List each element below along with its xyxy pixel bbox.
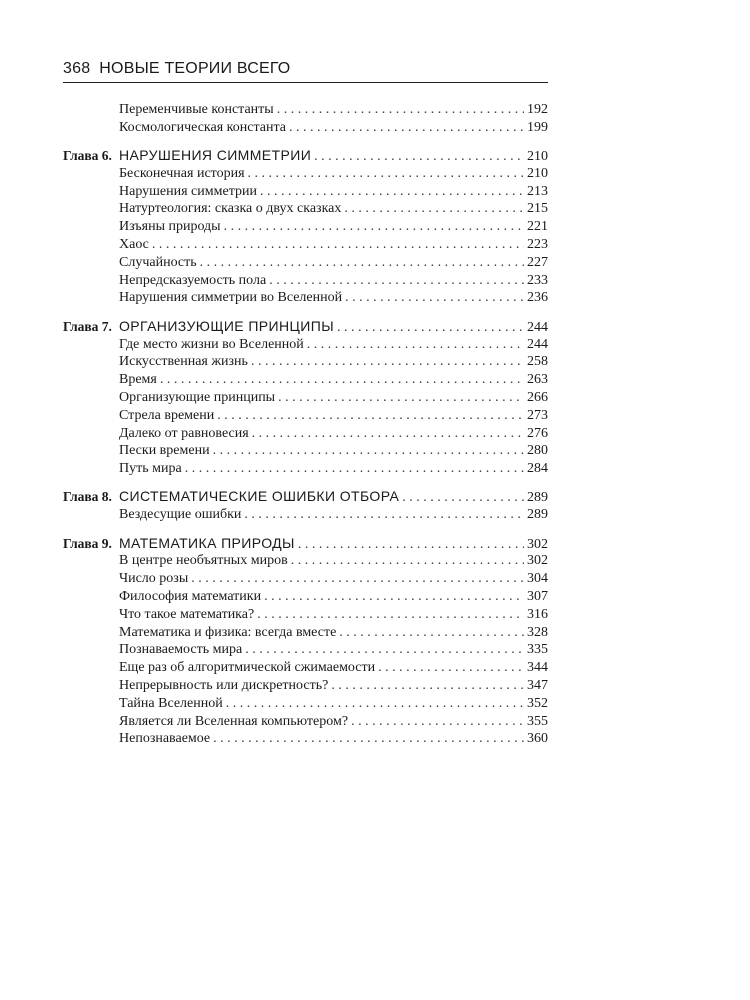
entry-title: Бесконечная история [119, 165, 245, 181]
entry-title: Непредсказуемость пола [119, 272, 267, 288]
toc-entry-row [63, 588, 548, 606]
entry-title: Число розы [119, 571, 189, 587]
page-number: 227 [527, 254, 548, 270]
page-number: 210 [527, 165, 548, 181]
entry-title: Непознаваемое [119, 731, 211, 747]
entry-title: Космологическая константа [119, 119, 286, 135]
page-number: 266 [527, 389, 548, 405]
chapter-label: Глава 7. [63, 318, 112, 334]
chapter-title: СИСТЕМАТИЧЕСКИЕ ОШИБКИ ОТБОРА [119, 488, 400, 505]
dot-leader [213, 730, 524, 748]
entry-title: Тайна Вселенной [119, 695, 223, 711]
chapter-title: НАРУШЕНИЯ СИММЕТРИИ [119, 147, 312, 164]
page-number: 223 [527, 237, 548, 253]
chapter-title: ОРГАНИЗУЮЩИЕ ПРИНЦИПЫ [119, 317, 334, 334]
entry-title: Натуртеология: сказка о двух сказках [119, 201, 342, 217]
header-running-title: НОВЫЕ ТЕОРИИ ВСЕГО [99, 60, 291, 77]
entry-title: Нарушения симметрии во Вселенной [119, 290, 343, 306]
entry-title: Пески времени [119, 443, 210, 459]
dot-leader [213, 442, 524, 460]
section-spacer [63, 478, 548, 489]
page-number: 210 [527, 149, 548, 165]
page-number: 221 [527, 219, 548, 235]
toc-entry-row [63, 425, 548, 443]
toc-entry-row [63, 119, 548, 137]
dot-leader [351, 713, 524, 731]
dot-leader [185, 460, 524, 478]
page-number: 258 [527, 354, 548, 370]
running-header [63, 60, 548, 83]
dot-leader [260, 183, 524, 201]
entry-title: Нарушения симметрии [119, 183, 257, 199]
section-spacer [63, 137, 548, 148]
toc-entry-row [63, 624, 548, 642]
chapter-title: МАТЕМАТИКА ПРИРОДЫ [119, 534, 295, 551]
page-number: 199 [527, 119, 548, 135]
page-number: 284 [527, 461, 548, 477]
dot-leader [257, 606, 524, 624]
page-number: 276 [527, 425, 548, 441]
page-number: 244 [527, 336, 548, 352]
entry-title: Время [119, 372, 157, 388]
dot-leader [402, 489, 524, 507]
dot-leader [337, 319, 524, 337]
page-number: 192 [527, 102, 548, 117]
dot-leader [291, 552, 524, 570]
entry-title: Является ли Вселенная компьютером? [119, 713, 349, 729]
section-spacer [63, 307, 548, 318]
toc-entry-row [63, 336, 548, 354]
dot-leader [314, 148, 524, 166]
dot-leader [252, 425, 524, 443]
page-number: 273 [527, 407, 548, 423]
entry-title: Где место жизни во Вселенной [119, 336, 304, 352]
dot-leader [331, 677, 524, 695]
page-number: 302 [527, 553, 548, 569]
entry-title: Еще раз об алгоритмической сжимаемости [119, 660, 376, 676]
toc-entry-row [63, 389, 548, 407]
page-number: 244 [527, 319, 548, 335]
page-number: 236 [527, 290, 548, 306]
toc-entry-row [63, 552, 548, 570]
chapter-label: Глава 9. [63, 535, 112, 551]
dot-leader [226, 695, 524, 713]
dot-leader [344, 200, 524, 218]
entry-title: В центре необъятных миров [119, 553, 288, 569]
entry-title: Непрерывность или дискретность? [119, 677, 329, 693]
page-number: 304 [527, 571, 548, 587]
page-number: 289 [527, 490, 548, 506]
page-number: 263 [527, 372, 548, 388]
page-number: 344 [527, 660, 548, 676]
entry-title: Математика и физика: всегда вместе [119, 624, 337, 640]
entry-title: Вездесущие ошибки [119, 507, 242, 523]
dot-leader [269, 272, 524, 290]
page-number: 328 [527, 624, 548, 640]
dot-leader [224, 218, 524, 236]
entry-title: Хаос [119, 237, 149, 253]
entry-title: Случайность [119, 254, 197, 270]
toc-entry-row [63, 236, 548, 254]
toc-entry-row [63, 101, 548, 119]
toc-entry-row [63, 407, 548, 425]
toc-entry-row [63, 730, 548, 748]
header-page-number: 368 [63, 60, 91, 77]
toc-entry-row [63, 570, 548, 588]
page-number: 316 [527, 606, 548, 622]
toc-entry-row [63, 289, 548, 307]
entry-title: Путь мира [119, 461, 182, 477]
toc-entry-row [63, 254, 548, 272]
toc-entry-row [63, 641, 548, 659]
dot-leader [264, 588, 524, 606]
page-number: 215 [527, 201, 548, 217]
page-number: 289 [527, 507, 548, 523]
dot-leader [200, 254, 524, 272]
toc-entry-row [63, 460, 548, 478]
toc-entry-row [63, 165, 548, 183]
entry-title: Стрела времени [119, 407, 215, 423]
dot-leader [278, 389, 524, 407]
entry-title: Изъяны природы [119, 219, 221, 235]
page-number: 307 [527, 588, 548, 604]
dot-leader [217, 407, 524, 425]
entry-title: Далеко от равновесия [119, 425, 249, 441]
toc-entry-row [63, 200, 548, 218]
dot-leader [191, 570, 524, 588]
page-number: 335 [527, 642, 548, 658]
dot-leader [289, 119, 524, 137]
toc-entry-row [63, 506, 548, 524]
toc-entry-row [63, 695, 548, 713]
dot-leader [339, 624, 524, 642]
page-number: 347 [527, 677, 548, 693]
page-number: 360 [527, 731, 548, 747]
entry-title: Искусственная жизнь [119, 354, 248, 370]
entry-title: Что такое математика? [119, 606, 255, 622]
dot-leader [160, 371, 524, 389]
toc-entry-row [63, 272, 548, 290]
entry-title: Философия математики [119, 588, 262, 604]
dot-leader [248, 165, 524, 183]
section-spacer [63, 524, 548, 535]
toc-entry-row [63, 659, 548, 677]
dot-leader [251, 353, 524, 371]
dot-leader [152, 236, 524, 254]
toc-chapter-row [63, 318, 548, 336]
toc-entry-row [63, 353, 548, 371]
dot-leader [307, 336, 524, 354]
table-of-contents [63, 101, 548, 748]
toc-chapter-row [63, 535, 548, 553]
toc-entry-row [63, 218, 548, 236]
chapter-label: Глава 8. [63, 489, 112, 505]
toc-entry-row [63, 606, 548, 624]
page-number: 233 [527, 272, 548, 288]
page-number: 213 [527, 183, 548, 199]
entry-title: Организующие принципы [119, 389, 276, 405]
toc-entry-row [63, 713, 548, 731]
toc-entry-row [63, 183, 548, 201]
entry-title: Познаваемость мира [119, 642, 243, 658]
dot-leader [378, 659, 524, 677]
toc-entry-row [63, 371, 548, 389]
dot-leader [277, 101, 524, 119]
dot-leader [245, 641, 524, 659]
toc-entry-row [63, 677, 548, 695]
page-number: 355 [527, 713, 548, 729]
entry-title: Переменчивые константы [119, 102, 274, 117]
dot-leader [244, 506, 524, 524]
page-number: 352 [527, 695, 548, 711]
toc-chapter-row [63, 147, 548, 165]
dot-leader [345, 289, 524, 307]
page-number: 280 [527, 443, 548, 459]
toc-entry-row [63, 442, 548, 460]
dot-leader [298, 536, 524, 554]
page-number: 302 [527, 536, 548, 552]
toc-chapter-row [63, 488, 548, 506]
chapter-label: Глава 6. [63, 148, 112, 164]
